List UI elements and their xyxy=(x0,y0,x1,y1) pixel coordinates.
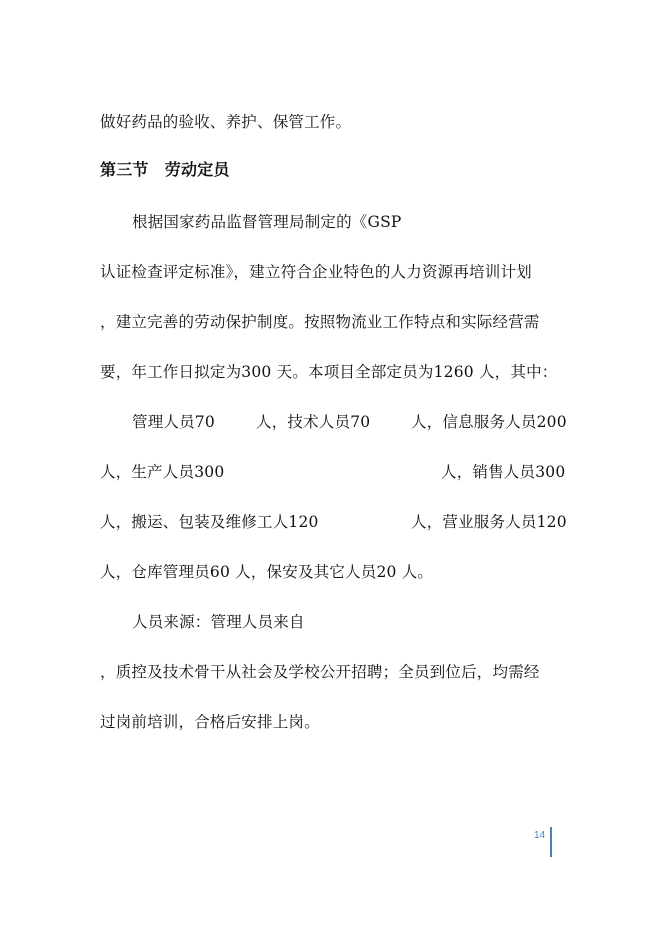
body-line-2: 根据国家药品监督管理局制定的《GSP xyxy=(132,213,402,231)
page-number-bar xyxy=(550,827,552,857)
staff-info-service: 人，信息服务人员200 xyxy=(411,413,567,431)
page-number: 14 xyxy=(534,830,546,841)
body-line-6: 人，仓库管理员60 人，保安及其它人员20 人。 xyxy=(100,563,434,581)
staff-sales: 人，销售人员300 xyxy=(441,463,566,481)
staff-technical: 人，技术人员70 xyxy=(256,413,371,431)
staff-handling: 人，搬运、包装及维修工人120 xyxy=(100,513,319,531)
section-heading: 第三节 劳动定员 xyxy=(100,160,230,179)
body-line-9: 过岗前培训，合格后安排上岗。 xyxy=(100,713,320,731)
body-line-3: 认证检查评定标准》，建立符合企业特色的人力资源再培训计划 xyxy=(100,263,532,281)
staff-business-service: 人，营业服务人员120 xyxy=(411,513,567,531)
body-line-1: 做好药品的验收、养护、保管工作。 xyxy=(100,113,352,131)
staff-management: 管理人员70 xyxy=(132,413,215,431)
body-line-4: ，建立完善的劳动保护制度。按照物流业工作特点和实际经营需 xyxy=(100,313,540,331)
body-line-7: 人员来源：管理人员来自 xyxy=(132,613,305,631)
staff-production: 人，生产人员300 xyxy=(100,463,225,481)
body-line-8: ，质控及技术骨干从社会及学校公开招聘；全员到位后，均需经 xyxy=(100,663,540,681)
body-line-5: 要，年工作日拟定为300 天。本项目全部定员为1260 人，其中： xyxy=(100,363,558,381)
